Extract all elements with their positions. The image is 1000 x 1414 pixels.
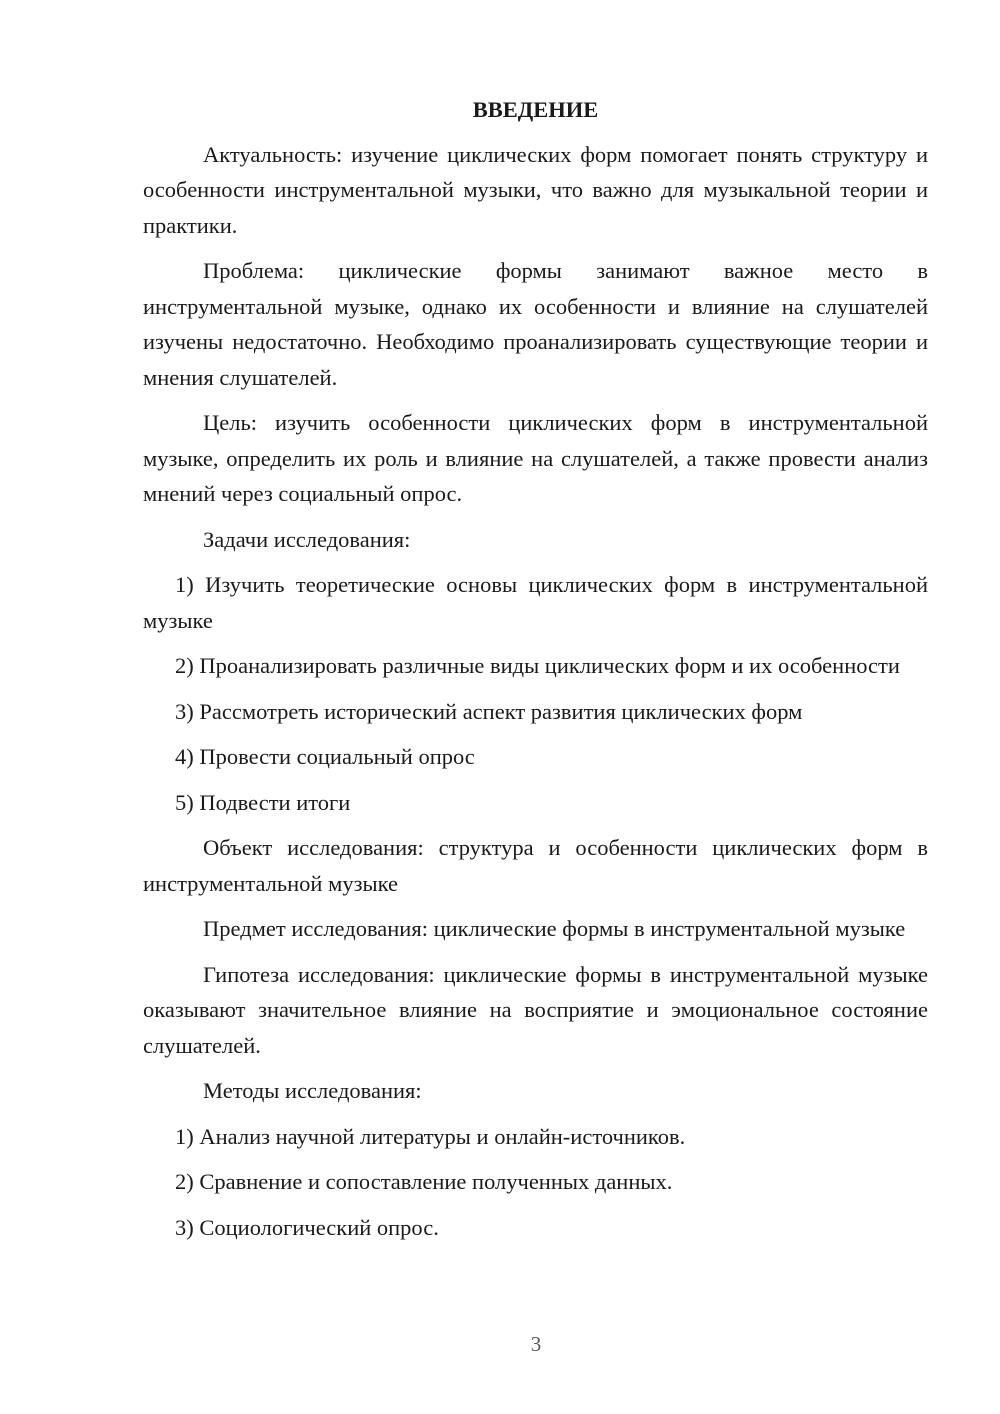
task-item-1: 1) Изучить теоретические основы циклических форм в инструментальной музыке bbox=[143, 572, 928, 633]
method-item-1: 1) Анализ научной литературы и онлайн-источников. bbox=[175, 1123, 686, 1149]
method-item-2: 2) Сравнение и сопоставление полученных данных. bbox=[175, 1169, 673, 1194]
problem-paragraph: Проблема: циклические формы занимают важное место в инструментальной музыке, однако их особенности и влияние на слушателей изучены недостаточно. Необходимо проанализировать существующие теории и мнения слушателей. bbox=[143, 258, 928, 390]
subject-paragraph: Предмет исследования: циклические формы в инструментальной музыке bbox=[203, 916, 906, 941]
methods-heading: Методы исследования: bbox=[203, 1078, 422, 1103]
hypothesis-paragraph: Гипотеза исследования: циклические формы в инструментальной музыке оказывают значительное влияние на восприятие и эмоциональное состояние слушателей. bbox=[143, 961, 928, 1058]
task-item-4: 4) Провести социальный опрос bbox=[175, 744, 475, 769]
method-item-3: 3) Социологический опрос. bbox=[175, 1214, 439, 1240]
relevance-paragraph: Актуальность: изучение циклических форм помогает понять структуру и особенности инструментальной музыки, что важно для музыкальной теории и практики. bbox=[143, 141, 928, 238]
page-number: 3 bbox=[530, 1332, 542, 1356]
document-body bbox=[143, 92, 928, 1255]
task-item-3: 3) Рассмотреть исторический аспект развития циклических форм bbox=[175, 698, 803, 724]
page-title: ВВЕДЕНИЕ bbox=[472, 97, 599, 122]
object-paragraph: Объект исследования: структура и особенности циклических форм в инструментальной музыке bbox=[143, 835, 928, 896]
tasks-heading: Задачи исследования: bbox=[203, 526, 411, 552]
task-item-5: 5) Подвести итоги bbox=[175, 789, 351, 815]
goal-paragraph: Цель: изучить особенности циклических форм в инструментальной музыке, определить их роль и влияние на слушателей, а также провести анализ мнений через социальный опрос. bbox=[143, 410, 928, 506]
task-item-2: 2) Проанализировать различные виды циклических форм и их особенности bbox=[175, 653, 900, 678]
